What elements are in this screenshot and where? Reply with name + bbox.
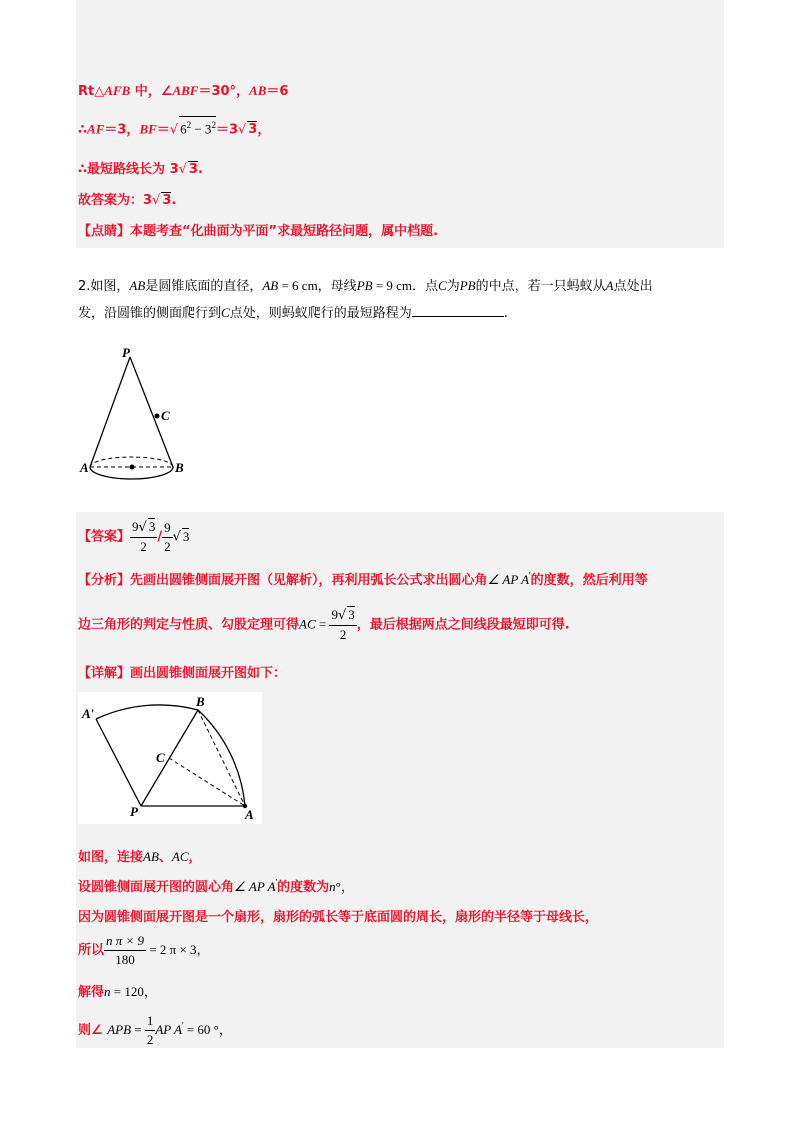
text: 点处出 [613, 279, 653, 294]
text: 2 [339, 627, 347, 642]
analysis-tag: 【分析】 [78, 573, 131, 588]
radical-sign: √ [172, 529, 181, 545]
text: 6 [180, 121, 187, 137]
text: 为 [446, 279, 460, 294]
text: ＝3 [215, 122, 238, 138]
label-c: C [156, 750, 165, 765]
text: n [329, 879, 336, 894]
label-a-prime: A′ [82, 706, 95, 721]
label-b: B [196, 694, 205, 709]
text: ∴ [78, 122, 88, 138]
analysis-fraction [329, 606, 356, 644]
text: 2 [146, 1032, 154, 1047]
text: 9 [132, 519, 139, 534]
text: 所以 [78, 943, 105, 958]
text: 的中点，若一只蚂蚁从 [475, 279, 606, 294]
text: AFB [104, 83, 131, 98]
detail-tag: 【详解】 [78, 666, 131, 681]
text: . [503, 306, 508, 321]
radicand: 3 [162, 193, 172, 208]
text: 发，沿圆锥的侧面爬行到 [78, 306, 222, 321]
text: = 120， [110, 984, 157, 999]
radicand: 3 [348, 607, 355, 622]
answer-fraction-2 [162, 519, 173, 556]
half-fraction [145, 1012, 156, 1049]
cone-center-point [130, 465, 135, 470]
label-c: C [161, 408, 170, 423]
text: BF [139, 121, 157, 137]
text: ＝ [156, 122, 170, 138]
text: ＝30°， [198, 84, 250, 99]
radical-sign: √ [152, 193, 161, 208]
text: 2 [164, 538, 171, 554]
answer-fraction-1 [130, 518, 157, 556]
text: = [315, 616, 330, 632]
text: C [221, 305, 230, 320]
text: AF [87, 121, 105, 137]
label-p: P [122, 345, 130, 360]
answer-blank [412, 303, 504, 317]
detail-step-1 [78, 846, 202, 865]
text: ABF [172, 83, 199, 98]
answer-tag: 【答案】 [78, 529, 131, 545]
text: ，最后根据两点之间线段最短即可得. [356, 617, 570, 633]
text: AC [299, 616, 316, 632]
radicand [179, 116, 216, 137]
text: AB [262, 278, 279, 293]
text: 2 [140, 539, 147, 554]
text: 2 [186, 120, 192, 130]
text: ' [275, 877, 278, 888]
label-p: P [130, 804, 138, 819]
text: 的度数，然后利用等 [530, 573, 648, 588]
detail-step-2 [78, 876, 354, 895]
label-a: A [80, 460, 89, 475]
top-line-2 [78, 116, 270, 138]
text: AP A [155, 1022, 182, 1037]
text: 解得 [78, 985, 105, 1000]
radicand: 3 [248, 122, 258, 138]
radical-sign: √ [178, 162, 187, 177]
text: ， [257, 122, 271, 138]
radicand: 3 [188, 162, 198, 177]
detail-step-5 [78, 981, 157, 1000]
text: ∴最短路线长为 3 [78, 162, 179, 177]
text: 如图，连接 [78, 850, 144, 865]
radicand: 3 [148, 519, 156, 534]
text: ' [529, 570, 531, 581]
sector-figure [78, 692, 262, 824]
text: °， [335, 879, 354, 894]
text: 2 [211, 120, 216, 130]
text: 180 [115, 952, 135, 967]
text: = 60 °， [183, 1022, 232, 1037]
text: APB [107, 1022, 132, 1037]
label-b: B [175, 460, 184, 475]
text: PB [356, 278, 373, 293]
top-line-1 [78, 80, 288, 99]
detail-step-6 [78, 1012, 232, 1049]
radicand: 3 [182, 528, 190, 544]
text: − 3 [191, 121, 212, 137]
text: Rt△ [78, 84, 105, 99]
question-number: 2. [78, 279, 91, 294]
text: n [104, 984, 111, 999]
top-line-5: 【点睛】本题考查“化曲面为平面”求最短路径问题，属中档题. [78, 224, 439, 239]
text: C [438, 278, 447, 293]
arc-length-fraction [104, 932, 146, 969]
text: 设圆锥侧面展开图的圆心角 [78, 880, 235, 895]
text: ＝6 [266, 84, 289, 99]
text: 9 [331, 607, 338, 622]
answer-line [78, 518, 189, 556]
text: ， [188, 850, 202, 865]
radical-sign: √ [138, 520, 147, 535]
label-a: A [245, 807, 254, 822]
text: AB [129, 278, 146, 293]
text: ＝3， [104, 122, 140, 138]
text: AC [171, 849, 189, 864]
text: = [131, 1022, 145, 1037]
text: 如图， [90, 279, 130, 294]
text: 1 [145, 1012, 156, 1031]
text: 先画出圆锥侧面展开图（见解析），再利用弧长公式求出圆心角 [130, 573, 488, 588]
text: 的度数为 [277, 880, 330, 895]
top-line-4 [78, 189, 176, 209]
text: 9 [162, 519, 173, 538]
text: = 6 cm，母线 [278, 278, 357, 293]
text: 画出圆锥侧面展开图如下： [130, 666, 287, 681]
text: 边三角形的判定与性质、勾股定理可得 [78, 617, 300, 633]
detail-step-3: 因为圆锥侧面展开图是一个扇形，扇形的弧长等于底面圆的周长，扇形的半径等于母线长， [78, 910, 599, 925]
text: 、 [158, 850, 172, 865]
radical-sign: √ [237, 122, 247, 138]
text: PB [459, 278, 476, 293]
text: ∠ AP A [234, 879, 276, 894]
text: 中，∠ [130, 84, 173, 99]
text: 点处，则蚂蚁爬行的最短路程为 [229, 306, 412, 321]
text: ' [181, 1020, 184, 1031]
text: AB [143, 849, 159, 864]
text: 则∠ [78, 1023, 108, 1038]
separator: / [157, 529, 163, 545]
cone-figure [78, 345, 198, 495]
detail-line-1 [78, 662, 286, 681]
point-c [155, 414, 160, 419]
radical-sign: √ [169, 122, 179, 138]
analysis-line-1 [78, 569, 648, 588]
text: ∠ AP A [487, 572, 530, 587]
cone-edge-pa [90, 357, 130, 467]
top-line-3 [78, 158, 203, 178]
text: A [605, 278, 614, 293]
radical-sign: √ [337, 608, 347, 623]
text: = 9 cm．点 [372, 278, 439, 293]
text: . [197, 162, 203, 177]
text: n π × 9 [104, 932, 146, 951]
text: . [171, 193, 177, 208]
text: 是圆锥底面的直径， [145, 279, 263, 294]
text: AB [249, 83, 267, 98]
text: = 2 π × 3， [146, 942, 210, 957]
analysis-line-2 [78, 606, 570, 644]
question-2 [78, 273, 728, 327]
text: 故答案为：3 [78, 193, 153, 208]
detail-step-4 [78, 932, 210, 969]
